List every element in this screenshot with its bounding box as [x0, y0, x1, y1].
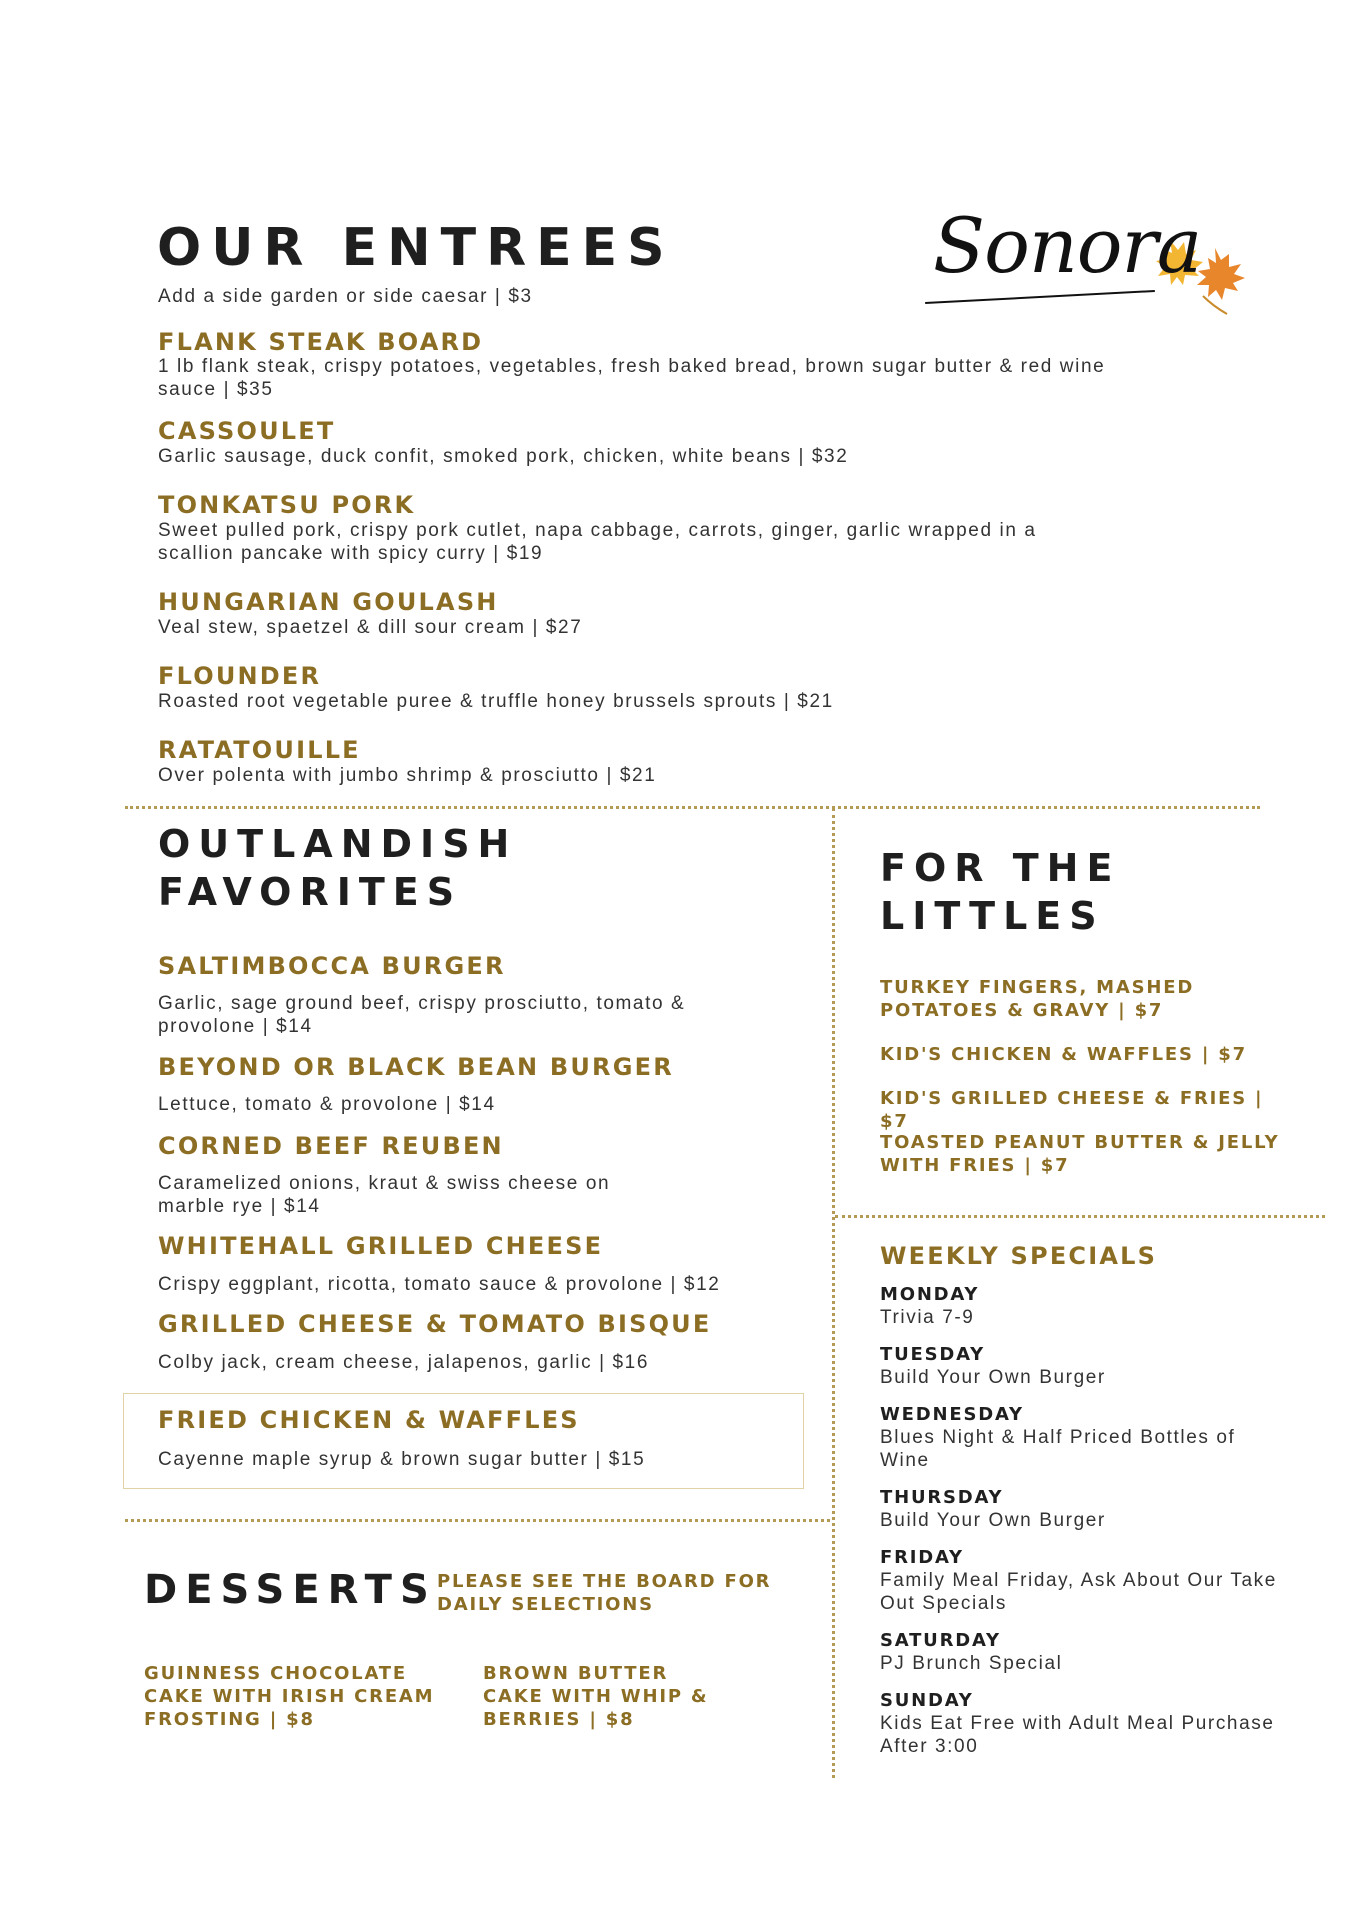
entree-title: FLANK STEAK BOARD [158, 328, 484, 356]
specials-heading: WEEKLY SPECIALS [880, 1242, 1158, 1270]
entree-desc: Garlic sausage, duck confit, smoked pork, chicken, white beans | $32 [158, 446, 849, 467]
special-desc: Family Meal Friday, Ask About Our Take Out Specials [880, 1570, 1277, 1614]
entree-desc: Roasted root vegetable puree & truffle honey brussels sprouts | $21 [158, 691, 834, 712]
favorite-desc: Lettuce, tomato & provolone | $14 [158, 1094, 496, 1115]
entree-title: CASSOULET [158, 417, 336, 445]
favorite-desc: Caramelized onions, kraut & swiss cheese on marble rye | $14 [158, 1173, 611, 1217]
special-day: SATURDAY [880, 1630, 1001, 1651]
favorite-desc-featured: Cayenne maple syrup & brown sugar butter | $15 [158, 1449, 646, 1470]
entree-title: FLOUNDER [158, 662, 322, 690]
special-desc: Trivia 7-9 [880, 1307, 975, 1328]
desserts-heading: DESSERTS [144, 1567, 437, 1613]
favorite-desc: Crispy eggplant, ricotta, tomato sauce & provolone | $12 [158, 1274, 721, 1295]
special-day: FRIDAY [880, 1547, 964, 1568]
special-day: WEDNESDAY [880, 1404, 1024, 1425]
special-thursday [880, 1486, 1280, 1532]
special-desc: PJ Brunch Special [880, 1653, 1063, 1674]
special-monday [880, 1283, 1280, 1329]
entree-title: TONKATSU PORK [158, 491, 416, 519]
divider-horizontal [125, 1519, 830, 1522]
favorite-title: BEYOND OR BLACK BEAN BURGER [158, 1053, 674, 1081]
entree-desc: Sweet pulled pork, crispy pork cutlet, napa cabbage, carrots, ginger, garlic wrapped in a scallion pancake with spicy curry | $19 [158, 520, 1037, 564]
dessert-item: BROWN BUTTER CAKE WITH WHIP & BERRIES | $8 [483, 1663, 709, 1730]
entree-desc: 1 lb flank steak, crispy potatoes, vegetables, fresh baked bread, brown sugar butter & red wine sauce | $35 [158, 356, 1106, 400]
favorite-title: SALTIMBOCCA BURGER [158, 952, 506, 980]
favorite-title-featured: FRIED CHICKEN & WAFFLES [158, 1406, 580, 1434]
littles-item: TOASTED PEANUT BUTTER & JELLY WITH FRIES | $7 [880, 1132, 1280, 1176]
special-day: SUNDAY [880, 1690, 974, 1711]
favorites-heading-line2: FAVORITES [158, 870, 463, 914]
favorite-desc: Garlic, sage ground beef, crispy prosciutto, tomato & provolone | $14 [158, 993, 686, 1037]
entree-desc: Veal stew, spaetzel & dill sour cream | $27 [158, 617, 583, 638]
favorites-heading [158, 820, 517, 916]
littles-item: TURKEY FINGERS, MASHED POTATOES & GRAVY | $7 [880, 977, 1195, 1021]
favorite-title: WHITEHALL GRILLED CHEESE [158, 1232, 604, 1260]
favorites-heading-line1: OUTLANDISH [158, 822, 518, 866]
special-day: TUESDAY [880, 1344, 985, 1365]
special-desc: Kids Eat Free with Adult Meal Purchase After 3:00 [880, 1713, 1275, 1757]
entree-desc: Over polenta with jumbo shrimp & prosciutto | $21 [158, 765, 657, 786]
special-day: MONDAY [880, 1284, 980, 1305]
favorite-title: CORNED BEEF REUBEN [158, 1132, 504, 1160]
special-sunday [880, 1689, 1280, 1758]
special-wednesday [880, 1403, 1280, 1472]
littles-heading [880, 844, 1120, 940]
special-friday [880, 1546, 1280, 1615]
littles-heading-line1: FOR THE [880, 846, 1121, 890]
desserts-note: PLEASE SEE THE BOARD FOR DAILY SELECTIONS [437, 1571, 772, 1615]
littles-heading-line2: LITTLES [880, 894, 1105, 938]
special-day: THURSDAY [880, 1487, 1004, 1508]
divider-horizontal [125, 806, 1260, 809]
entrees-heading: OUR ENTREES [157, 218, 675, 278]
special-tuesday [880, 1343, 1280, 1389]
littles-item: KID'S GRILLED CHEESE & FRIES | $7 [880, 1088, 1264, 1132]
divider-horizontal [835, 1215, 1325, 1218]
entree-title: RATATOUILLE [158, 736, 361, 764]
special-desc: Build Your Own Burger [880, 1367, 1106, 1388]
littles-item: KID'S CHICKEN & WAFFLES | $7 [880, 1044, 1247, 1065]
entree-title: HUNGARIAN GOULASH [158, 588, 499, 616]
favorite-title: GRILLED CHEESE & TOMATO BISQUE [158, 1310, 712, 1338]
logo-wordmark: Sonora [933, 201, 1202, 290]
special-saturday [880, 1629, 1280, 1675]
favorite-desc: Colby jack, cream cheese, jalapenos, garlic | $16 [158, 1352, 649, 1373]
special-desc: Build Your Own Burger [880, 1510, 1106, 1531]
dessert-item: GUINNESS CHOCOLATE CAKE WITH IRISH CREAM FROSTING | $8 [144, 1663, 435, 1730]
divider-vertical [832, 808, 835, 1778]
sonora-logo [925, 200, 1275, 330]
special-desc: Blues Night & Half Priced Bottles of Wine [880, 1427, 1236, 1471]
entrees-side-note: Add a side garden or side caesar | $3 [158, 286, 533, 307]
